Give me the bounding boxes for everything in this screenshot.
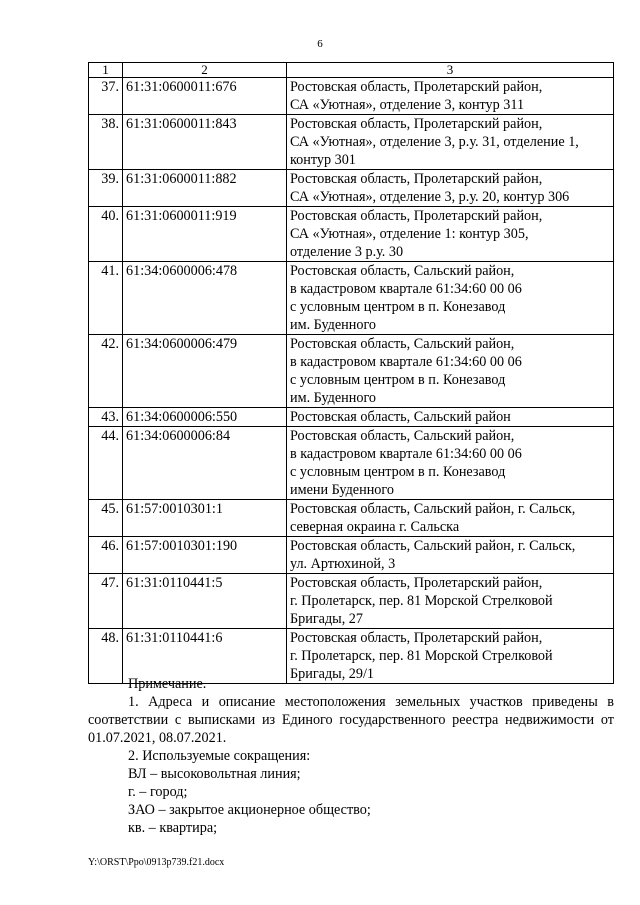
row-number: 41. bbox=[89, 262, 123, 335]
address-cell: Ростовская область, Сальский район, в кадастровом квартале 61:34:60 00 06 с условным центром в п. Конезавод им. Буденного bbox=[287, 262, 614, 335]
row-number: 47. bbox=[89, 574, 123, 629]
table-row bbox=[89, 262, 614, 335]
land-plots-table bbox=[88, 62, 614, 684]
address-cell: Ростовская область, Сальский район, в кадастровом квартале 61:34:60 00 06 с условным центром в п. Конезавод им. Буденного bbox=[287, 335, 614, 408]
address-cell: Ростовская область, Пролетарский район, г. Пролетарск, пер. 81 Морской Стрелковой Бригады, 29/1 bbox=[287, 629, 614, 684]
table-header-row bbox=[89, 63, 614, 78]
table-row bbox=[89, 427, 614, 500]
row-number: 38. bbox=[89, 115, 123, 170]
cadastral-number: 61:31:0110441:5 bbox=[123, 574, 287, 629]
notes-section bbox=[88, 675, 614, 837]
address-cell: Ростовская область, Пролетарский район, СА «Уютная», отделение 3, р.у. 31, отделение 1, контур 301 bbox=[287, 115, 614, 170]
row-number: 45. bbox=[89, 500, 123, 537]
column-header-num: 1 bbox=[89, 63, 123, 78]
file-path-footer: Y:\ORST\Ppo\0913p739.f21.docx bbox=[88, 857, 225, 868]
cadastral-number: 61:31:0600011:843 bbox=[123, 115, 287, 170]
address-cell: Ростовская область, Пролетарский район, СА «Уютная», отделение 1: контур 305, отделение 3 р.у. 30 bbox=[287, 207, 614, 262]
cadastral-number: 61:34:0600006:479 bbox=[123, 335, 287, 408]
cadastral-number: 61:57:0010301:190 bbox=[123, 537, 287, 574]
row-number: 44. bbox=[89, 427, 123, 500]
cadastral-number: 61:31:0600011:919 bbox=[123, 207, 287, 262]
cadastral-number: 61:31:0600011:676 bbox=[123, 78, 287, 115]
row-number: 48. bbox=[89, 629, 123, 684]
cadastral-number: 61:57:0010301:1 bbox=[123, 500, 287, 537]
row-number: 42. bbox=[89, 335, 123, 408]
table-row bbox=[89, 335, 614, 408]
notes-heading: Примечание. bbox=[128, 676, 207, 692]
note-item-2: 2. Используемые сокращения: bbox=[128, 748, 311, 764]
table-row bbox=[89, 207, 614, 262]
row-number: 46. bbox=[89, 537, 123, 574]
table-row bbox=[89, 170, 614, 207]
cadastral-number: 61:31:0600011:882 bbox=[123, 170, 287, 207]
row-number: 43. bbox=[89, 408, 123, 427]
table-row bbox=[89, 78, 614, 115]
row-number: 40. bbox=[89, 207, 123, 262]
column-header-address: 3 bbox=[287, 63, 614, 78]
cadastral-number: 61:34:0600006:84 bbox=[123, 427, 287, 500]
abbreviation-item: ЗАО – закрытое акционерное общество; bbox=[128, 802, 371, 818]
row-number: 37. bbox=[89, 78, 123, 115]
table-row bbox=[89, 115, 614, 170]
address-cell: Ростовская область, Пролетарский район, г. Пролетарск, пер. 81 Морской Стрелковой Бригады, 27 bbox=[287, 574, 614, 629]
address-cell: Ростовская область, Сальский район bbox=[287, 408, 614, 427]
cadastral-number: 61:34:0600006:550 bbox=[123, 408, 287, 427]
address-cell: Ростовская область, Пролетарский район, СА «Уютная», отделение 3, р.у. 20, контур 306 bbox=[287, 170, 614, 207]
address-cell: Ростовская область, Сальский район, г. Сальск, северная окраина г. Сальска bbox=[287, 500, 614, 537]
abbreviation-item: г. – город; bbox=[128, 784, 188, 800]
cadastral-number: 61:31:0110441:6 bbox=[123, 629, 287, 684]
address-cell: Ростовская область, Сальский район, г. Сальск, ул. Артюхиной, 3 bbox=[287, 537, 614, 574]
address-cell: Ростовская область, Пролетарский район, СА «Уютная», отделение 3, контур 311 bbox=[287, 78, 614, 115]
address-cell: Ростовская область, Сальский район, в кадастровом квартале 61:34:60 00 06 с условным центром в п. Конезавод имени Буденного bbox=[287, 427, 614, 500]
page-number: 6 bbox=[317, 38, 323, 50]
column-header-cadastral: 2 bbox=[123, 63, 287, 78]
abbreviation-item: кв. – квартира; bbox=[128, 820, 218, 836]
note-item-1: 1. Адреса и описание местоположения земельных участков приведены в соответствии с выписками из Единого государственного реестра недвижимости от 01.07.2021, 08.07.2021. bbox=[88, 694, 614, 746]
table-row bbox=[89, 537, 614, 574]
table-row bbox=[89, 500, 614, 537]
abbreviation-item: ВЛ – высоковольтная линия; bbox=[128, 766, 301, 782]
row-number: 39. bbox=[89, 170, 123, 207]
table-row bbox=[89, 408, 614, 427]
cadastral-number: 61:34:0600006:478 bbox=[123, 262, 287, 335]
table-row bbox=[89, 574, 614, 629]
